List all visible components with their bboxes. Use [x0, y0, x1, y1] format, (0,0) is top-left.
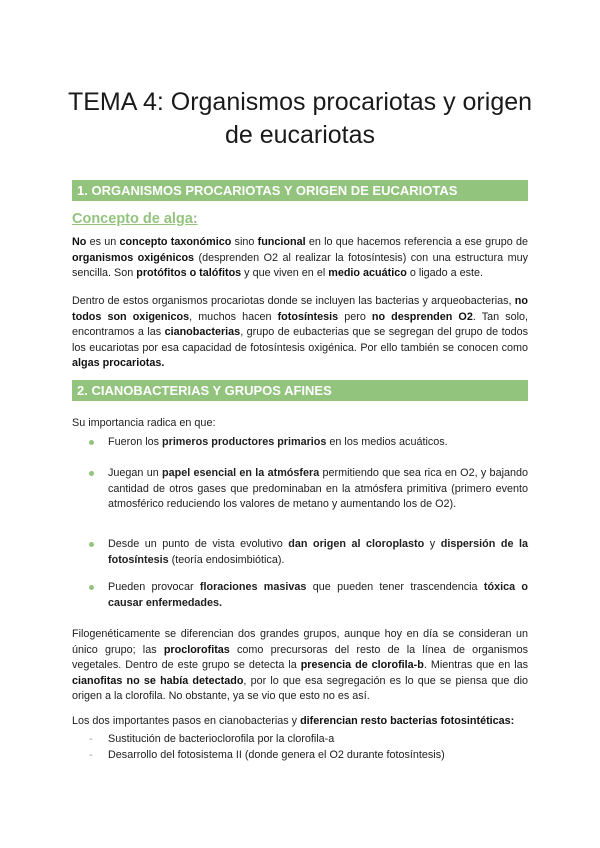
paragraph-pasos: Los dos importantes pasos en cianobacterias y diferencian resto bacterias fotosintéticas:	[72, 715, 515, 727]
bullet-icon	[89, 471, 94, 476]
subheading-concepto-alga: Concepto de alga:	[72, 211, 198, 227]
paragraph-concepto: No es un concepto taxonómico sino funcional en lo que hacemos referencia a ese grupo de organismos oxigénicos (desprenden O2 al realizar la fotosíntesis) con una estructura muy sencilla. Son protófitos o talófitos y que viven en el medio acuático o ligado a este.	[72, 236, 528, 280]
bullet-icon	[89, 440, 94, 445]
section-heading-1: 1. ORGANISMOS PROCARIOTAS Y ORIGEN DE EUCARIOTAS	[72, 180, 528, 201]
bullet-icon	[89, 585, 94, 590]
paragraph-filogenia: Filogenéticamente se diferencian dos grandes grupos, aunque hoy en día se consideran un único grupo; las proclorofitas como precursoras del resto de la línea de organismos vegetales. Dentro de este grupo se detecta la presencia de clorofila-b. Mientras que en las cianofitas no se había detectado, por lo que esa segregación es lo que se piensa que dio origen a la clorofila. No obstante, ya se vio que esto no es así.	[72, 628, 528, 703]
list-item: Pueden provocar floraciones masivas que pueden tener trascendencia tóxica o causar enfermedades.	[108, 580, 528, 611]
paragraph-intro: Su importancia radica en que:	[72, 417, 216, 429]
title-line-2: de eucariotas	[224, 121, 376, 149]
list-item: Desde un punto de vista evolutivo dan origen al cloroplasto y dispersión de la fotosíntesis (teoría endosimbiótica).	[108, 537, 528, 568]
list-item: Fueron los primeros productores primarios en los medios acuáticos.	[108, 435, 528, 451]
list-item: - Desarrollo del fotosistema II (donde genera el O2 durante fotosíntesis)	[108, 748, 528, 764]
list-item: - Sustitución de bacterioclorofila por la clorofila-a	[108, 732, 528, 748]
dash-icon: -	[89, 749, 93, 761]
bullet-icon	[89, 542, 94, 547]
paragraph-procariotas: Dentro de estos organismos procariotas donde se incluyen las bacterias y arqueobacterias, no todos son oxigenicos, muchos hacen fotosíntesis pero no desprenden O2. Tan solo, encontramos a las cianobacterias, grupo de eubacterias que se segregan del grupo de todos los eucariotas por esa capacidad de fotosíntesis oxigénica. Por ello también se conocen como algas procariotas.	[72, 295, 528, 370]
dash-icon: -	[89, 733, 93, 745]
document-title	[60, 86, 540, 152]
section-heading-2: 2. CIANOBACTERIAS Y GRUPOS AFINES	[72, 380, 528, 401]
title-line-1: TEMA 4: Organismos procariotas y origen	[67, 88, 533, 116]
list-item: Juegan un papel esencial en la atmósfera permitiendo que sea rica en O2, y bajando cantidad de otros gases que predominaban en la atmósfera primitiva (primero evento atmosférico reduciendo los valores de metano y aumentando los de O2).	[108, 466, 528, 513]
